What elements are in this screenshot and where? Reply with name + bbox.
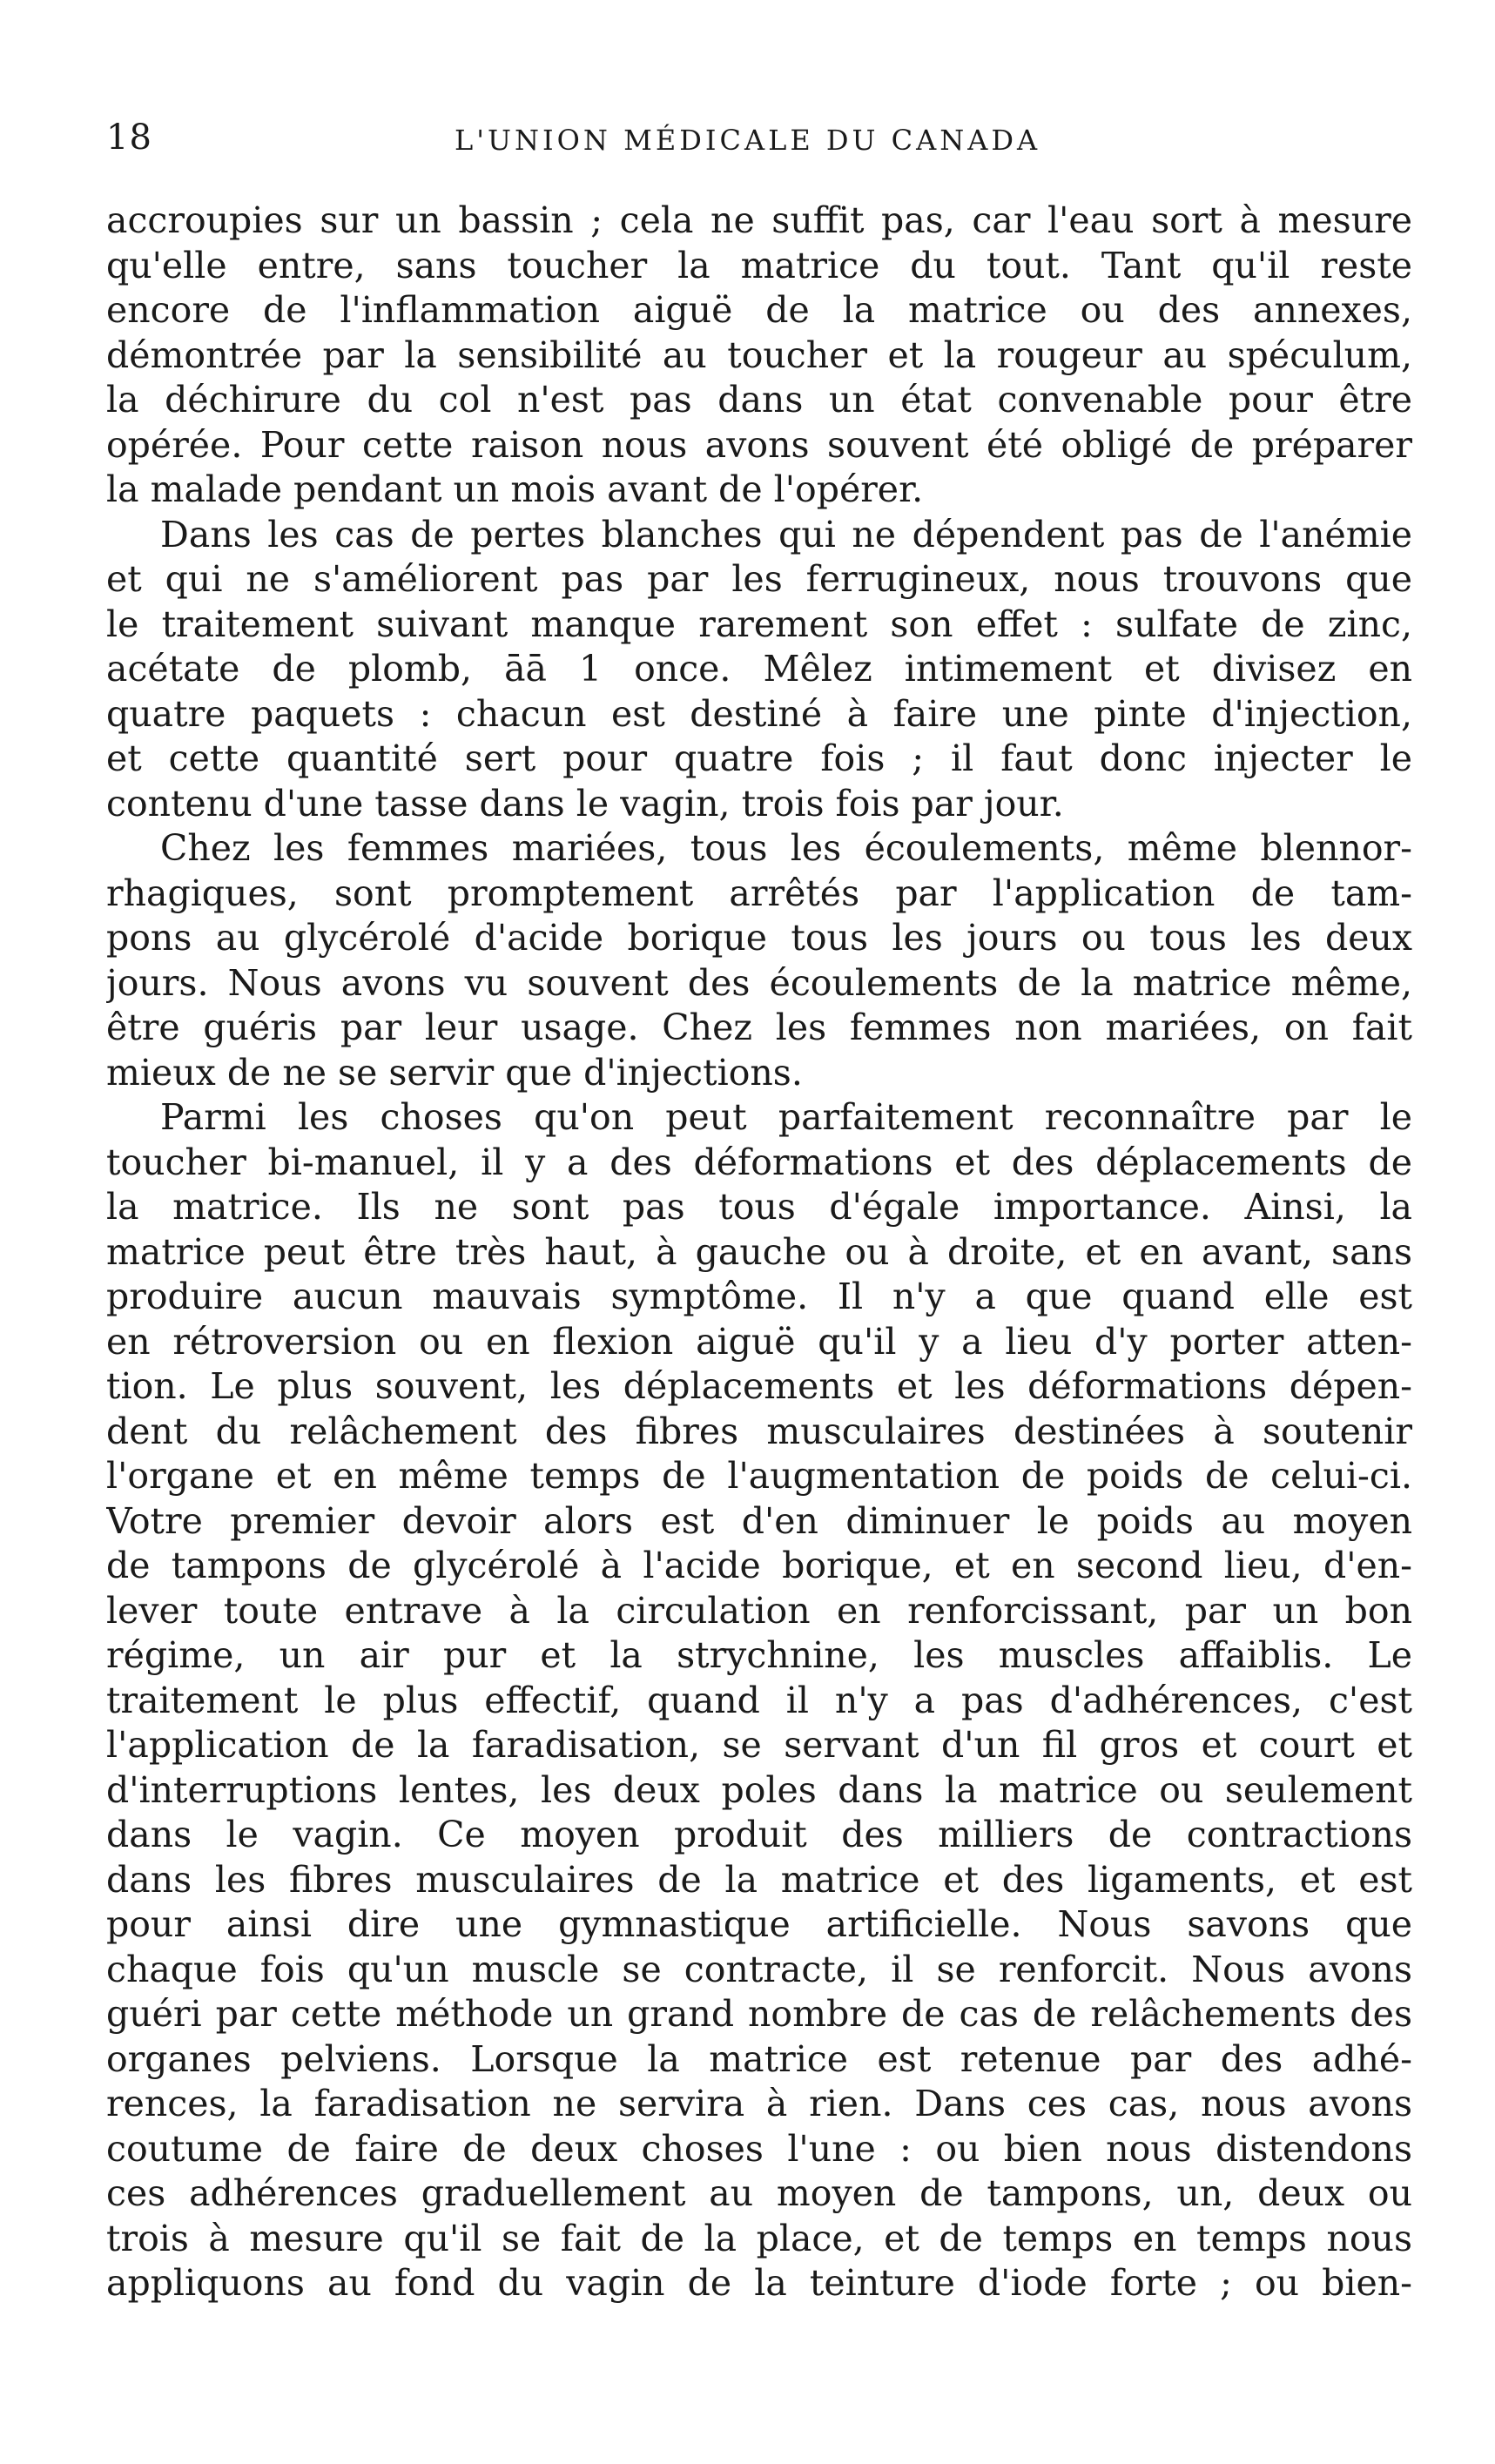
text-line: traitement le plus effectif, quand il n'y a pas d'adhérences, c'est [106, 1679, 1412, 1721]
text-line: opérée. Pour cette raison nous avons souvent été obligé de préparer [106, 423, 1412, 466]
text-line: quatre paquets : chacun est destiné à faire une pinte d'injection, [106, 692, 1412, 735]
text-line: pons au glycérolé d'acide borique tous les jours ou tous les deux [106, 917, 1412, 959]
text-line: Dans les cas de pertes blanches qui ne dépendent pas de l'anémie [160, 513, 1412, 555]
paragraph [106, 826, 1412, 1095]
text-line: la malade pendant un mois avant de l'opérer. [106, 468, 924, 510]
text-line: jours. Nous avons vu souvent des écoulements de la matrice même, [106, 961, 1412, 1004]
text-line: ces adhérences graduellement au moyen de tampons, un, deux ou [106, 2172, 1412, 2214]
text-line: produire aucun mauvais symptôme. Il n'y a que quand elle est [106, 1276, 1412, 1317]
text-line: guéri par cette méthode un grand nombre de cas de relâchements des [106, 1993, 1412, 2035]
paragraph [106, 199, 1412, 513]
page-number: 18 [106, 118, 152, 158]
text-line: Chez les femmes mariées, tous les écoulements, même blennor- [160, 827, 1412, 869]
text-line: toucher bi-manuel, il y a des déformations et des déplacements de [106, 1141, 1412, 1183]
text-line: encore de l'inflammation aiguë de la matrice ou des annexes, [106, 289, 1412, 331]
text-line: coutume de faire de deux choses l'une : ou bien nous distendons [106, 2127, 1412, 2170]
text-line: mieux de ne se servir que d'injections. [106, 1051, 803, 1094]
text-line: qu'elle entre, sans toucher la matrice du tout. Tant qu'il reste [106, 244, 1412, 286]
page-header [106, 113, 1412, 165]
text-line: accroupies sur un bassin ; cela ne suffit pas, car l'eau sort à mesure [106, 199, 1412, 241]
text-line: régime, un air pur et la strychnine, les muscles affaiblis. Le [106, 1634, 1412, 1676]
text-line: pour ainsi dire une gymnastique artificielle. Nous savons que [106, 1903, 1412, 1945]
paragraph [106, 1095, 1412, 2306]
text-line: rences, la faradisation ne servira à rien. Dans ces cas, nous avons [106, 2083, 1412, 2124]
text-line: lever toute entrave à la circulation en renforcissant, par un bon [106, 1589, 1412, 1632]
text-line: appliquons au fond du vagin de la teinture d'iode forte ; ou bien- [106, 2262, 1412, 2304]
text-line: d'interruptions lentes, les deux poles dans la matrice ou seulement [106, 1768, 1412, 1811]
text-line: l'organe et en même temps de l'augmentation de poids de celui-ci. [106, 1455, 1412, 1497]
text-line: de tampons de glycérolé à l'acide borique, et en second lieu, d'en- [106, 1545, 1412, 1586]
text-line: dans le vagin. Ce moyen produit des milliers de contractions [106, 1814, 1412, 1855]
text-line: acétate de plomb, āā 1 once. Mêlez intimement et divisez en [106, 648, 1412, 690]
text-line: être guéris par leur usage. Chez les femmes non mariées, on fait [106, 1006, 1412, 1048]
text-line: trois à mesure qu'il se fait de la place, et de temps en temps nous [106, 2217, 1412, 2259]
text-line: et cette quantité sert pour quatre fois ; il faut donc injecter le [106, 737, 1412, 779]
text-line: rhagiques, sont promptement arrêtés par l'application de tam- [106, 872, 1412, 914]
text-line: tion. Le plus souvent, les déplacements et les déformations dépen- [106, 1365, 1412, 1407]
text-line: organes pelviens. Lorsque la matrice est retenue par des adhé- [106, 2037, 1412, 2080]
text-line: la matrice. Ils ne sont pas tous d'égale importance. Ainsi, la [106, 1186, 1412, 1228]
text-line: chaque fois qu'un muscle se contracte, il se renforcit. Nous avons [106, 1948, 1412, 1990]
text-line: Parmi les choses qu'on peut parfaitement reconnaître par le [160, 1096, 1412, 1138]
text-line: matrice peut être très haut, à gauche ou à droite, et en avant, sans [106, 1230, 1412, 1273]
paragraph [106, 513, 1412, 827]
text-line: en rétroversion ou en flexion aiguë qu'il y a lieu d'y porter atten- [106, 1320, 1412, 1363]
text-line: contenu d'une tasse dans le vagin, trois fois par jour. [106, 782, 1064, 825]
text-line: la déchirure du col n'est pas dans un état convenable pour être [106, 379, 1412, 421]
text-line: et qui ne s'améliorent pas par les ferrugineux, nous trouvons que [106, 558, 1412, 600]
text-line: démontrée par la sensibilité au toucher et la rougeur au spéculum, [106, 333, 1412, 376]
text-line: l'application de la faradisation, se servant d'un fil gros et court et [106, 1724, 1412, 1766]
running-title: L'UNION MÉDICALE DU CANADA [455, 124, 1041, 157]
text-line: dent du relâchement des fibres musculaires destinées à soutenir [106, 1410, 1412, 1452]
body-text [106, 199, 1412, 2410]
text-line: Votre premier devoir alors est d'en diminuer le poids au moyen [106, 1499, 1412, 1542]
text-line: dans les fibres musculaires de la matrice et des ligaments, et est [106, 1858, 1412, 1901]
text-line: le traitement suivant manque rarement son effet : sulfate de zinc, [106, 603, 1412, 645]
